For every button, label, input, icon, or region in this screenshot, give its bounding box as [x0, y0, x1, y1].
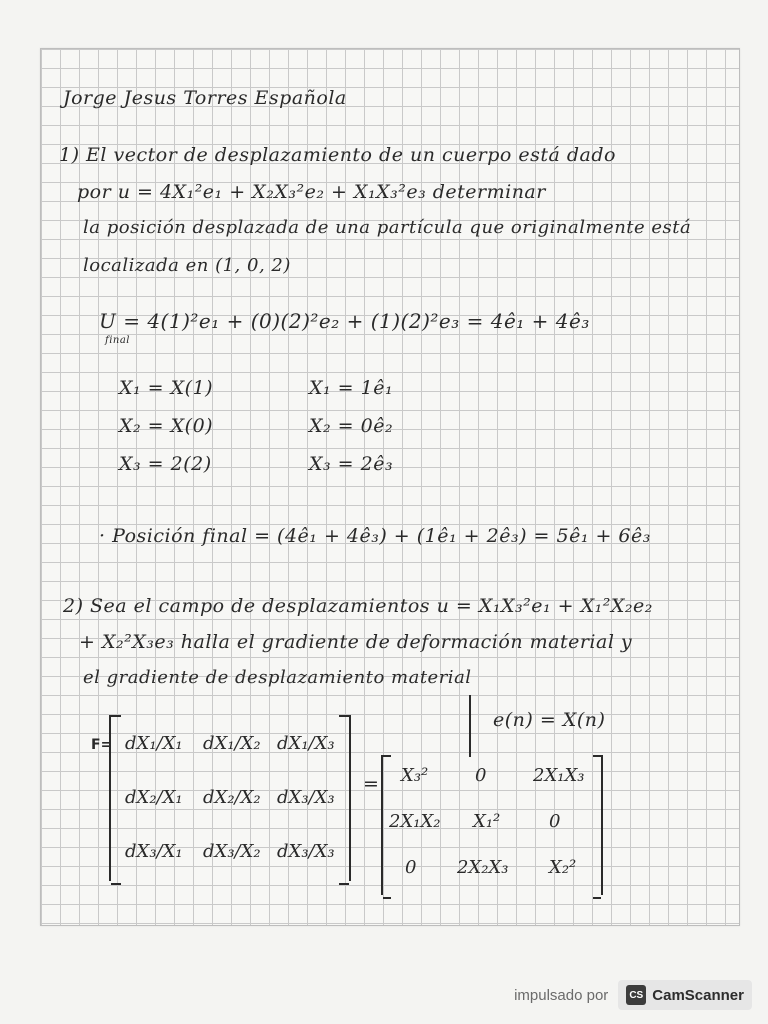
final-position-equation: · Posición final = (4ê₁ + 4ê₃) + (1ê₁ + 2ê₃) = 5ê₁ + 6ê₃ — [99, 525, 651, 547]
problem1-line1: 1) El vector de desplazamiento de un cuerpo está dado — [59, 144, 616, 166]
matrix-cell: X₃² — [401, 765, 429, 786]
powered-by-text: impulsado por — [514, 986, 609, 1004]
matrix-cell: 2X₁X₃ — [533, 765, 585, 786]
matrix-cell: dX₁/X₂ — [203, 733, 261, 754]
f-label: F= — [91, 737, 113, 753]
matrix-cell: 0 — [475, 765, 487, 786]
gradient-result-matrix — [381, 755, 603, 895]
problem2-line3: el gradiente de desplazamiento material — [83, 667, 472, 688]
camscanner-label: CamScanner — [652, 986, 744, 1004]
matrix-cell: dX₁/X₁ — [125, 733, 183, 754]
u-final-equation: U = 4(1)²e₁ + (0)(2)²e₂ + (1)(2)²e₃ = 4ê₁ + 4ê₃ — [99, 309, 590, 333]
matrix-cell: dX₃/X₃ — [277, 841, 335, 862]
camscanner-badge[interactable] — [618, 980, 752, 1010]
matrix-cell: 0 — [549, 811, 561, 832]
notebook-page — [40, 48, 740, 926]
matrix-cell: 2X₁X₂ — [389, 811, 441, 832]
ecn-divider — [469, 695, 471, 757]
matrix-equals: = — [363, 773, 379, 795]
row-right-3: X₃ = 2ê₃ — [309, 453, 394, 475]
camscanner-footer — [514, 978, 752, 1012]
row-left-1: X₁ = X(1) — [119, 377, 214, 399]
matrix-cell: X₁² — [473, 811, 501, 832]
matrix-cell: dX₃/X₃ — [277, 787, 335, 808]
deformation-gradient-matrix — [109, 715, 351, 881]
problem1-line4: localizada en (1, 0, 2) — [83, 255, 291, 276]
row-left-2: X₂ = X(0) — [119, 415, 214, 437]
problem2-line2: + X₂²X₃e₃ halla el gradiente de deformación material y — [79, 631, 633, 653]
row-right-2: X₂ = 0ê₂ — [309, 415, 394, 437]
ecn-notation: e(n) = X(n) — [493, 709, 606, 731]
row-left-3: X₃ = 2(2) — [119, 453, 212, 475]
matrix-cell: 2X₂X₃ — [457, 857, 509, 878]
matrix-cell: dX₃/X₁ — [125, 841, 183, 862]
matrix-cell: dX₂/X₂ — [203, 787, 261, 808]
matrix-cell: dX₃/X₂ — [203, 841, 261, 862]
problem1-line3: la posición desplazada de una partícula que originalmente está — [83, 217, 692, 238]
matrix-cell: X₂² — [549, 857, 577, 878]
matrix-cell: 0 — [405, 857, 417, 878]
matrix-cell: dX₁/X₃ — [277, 733, 335, 754]
camscanner-logo-icon: CS — [626, 985, 646, 1005]
row-right-1: X₁ = 1ê₁ — [309, 377, 394, 399]
problem2-line1: 2) Sea el campo de desplazamientos u = X₁X₃²e₁ + X₁²X₂e₂ — [63, 595, 653, 617]
problem1-line2: por u = 4X₁²e₁ + X₂X₃²e₂ + X₁X₃²e₃ determinar — [77, 181, 546, 203]
matrix-cell: dX₂/X₁ — [125, 787, 183, 808]
u-final-subscript: final — [105, 335, 130, 346]
author-name: Jorge Jesus Torres Española — [63, 87, 347, 109]
